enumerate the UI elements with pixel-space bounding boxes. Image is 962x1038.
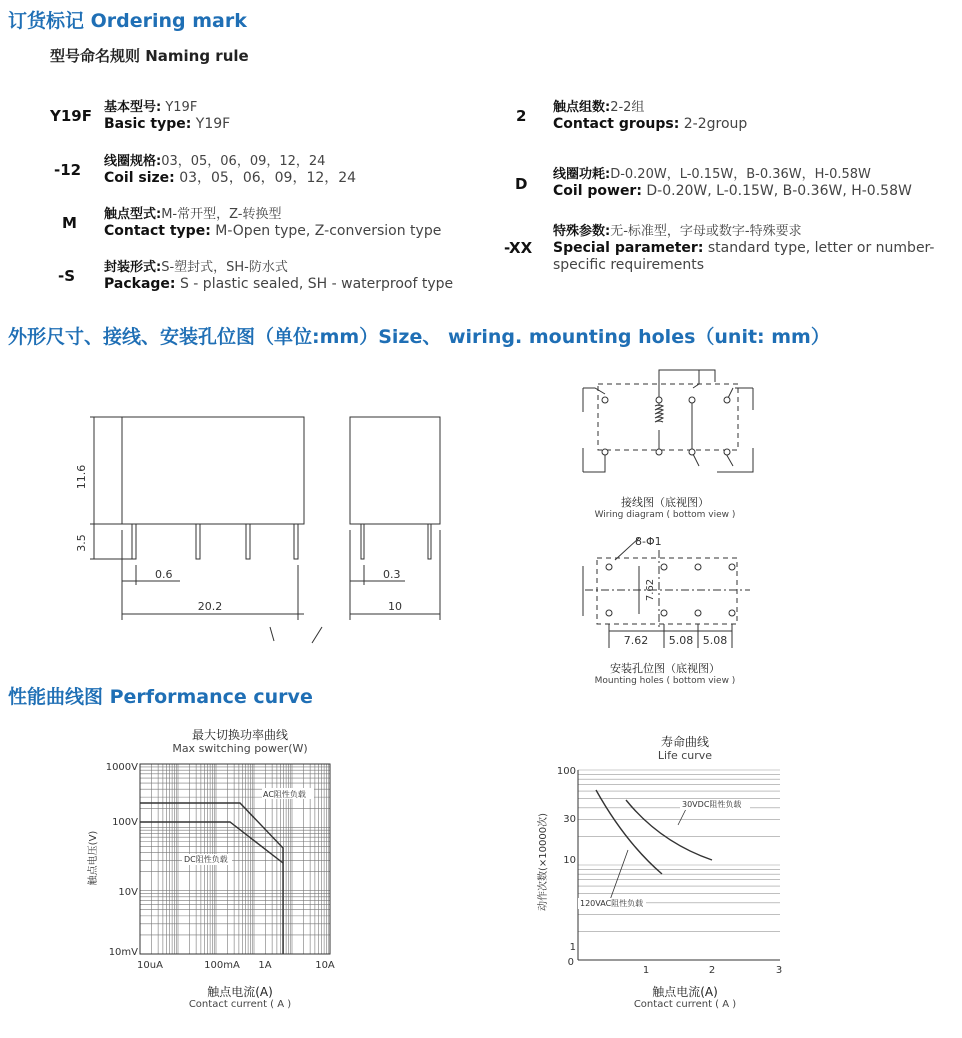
holes-caption-cn: 安装孔位图（底视图） [610,662,720,675]
ac-curve [140,803,283,954]
code-package: -S [58,267,76,285]
code-coil-power: D [515,175,528,193]
rule-contact-type: 触点型式:M-常开型，Z-转换型 Contact type: M-Open type, Z-conversion type [104,207,442,239]
sw-xtick-1a: 1A [258,960,272,971]
dim-pin-width-front: 0.6 [155,568,173,581]
front-body-outline [122,417,304,524]
sw-xtick-100ma: 100mA [204,960,240,971]
naming-rule-subtitle: 型号命名规则 Naming rule [50,47,249,65]
ac-label: AC阻性负载 [263,790,306,799]
life-xlabel-cn: 触点电流(A) [652,985,718,999]
front-pins [132,524,298,559]
sw-xlabel-cn: 触点电流(A) [207,985,273,999]
holes-dim-2: 5.08 [668,634,694,647]
coil-symbol [655,405,663,422]
dim-pin-length: 3.5 [75,534,88,552]
life-ac-label: 120VAC阻性负载 [580,899,644,908]
sw-ylabel: 触点电压(V) [88,830,99,886]
code-special-parameter: -XX [504,239,533,257]
sw-ytick-100v: 100V [112,817,138,828]
life-ytick-0: 0 [567,957,574,968]
switching-title-en: Max switching power(W) [172,742,308,755]
life-xlabel-en: Contact current ( A ) [633,999,737,1010]
dim-length: 20.2 [197,600,223,613]
rule-coil-size: 线圈规格:03，05，06，09，12，24 Coil size: 03，05，06，09，12，24 [104,154,357,186]
dimension-views [60,405,460,645]
wiring-outline [598,384,738,450]
life-ytick-1: 1 [569,942,576,953]
code-contact-type: M [62,214,77,232]
rule-basic-type: 基本型号: Y19F Basic type: Y19F [104,100,231,132]
sw-xtick-10a: 10A [315,960,335,971]
dc-label: DC阻性负载 [184,855,228,864]
rule-coil-power: 线圈功耗:D-0.20W，L-0.15W，B-0.36W，H-0.58W Coil power: D-0.20W, L-0.15W, B-0.36W, H-0.58W [553,167,912,199]
switching-power-chart [80,758,360,978]
life-xtick-3: 3 [775,965,783,976]
sw-ytick-10v: 10V [118,887,138,898]
sw-ytick-1000v: 1000V [105,762,138,773]
life-title-en: Life curve [657,749,713,762]
switching-title-cn: 最大切换功率曲线 [191,728,288,742]
code-contact-groups: 2 [516,107,527,125]
life-xtick-1: 1 [642,965,650,976]
wiring-diagram [575,362,755,482]
holes-dim-1: 7.62 [623,634,649,647]
life-ytick-100: 100 [556,766,576,777]
holes-caption-en: Mounting holes ( bottom view ) [594,676,736,686]
holes-count-label: 8-Φ1 [635,535,662,548]
sw-ytick-10mv: 10mV [108,947,138,958]
rule-special-parameter: 特殊参数:无-标准型，字母或数字-特殊要求 Special parameter: standard type, letter or number- specific requirements [553,224,935,273]
dim-pin-width-side: 0.3 [383,568,401,581]
dim-width: 10 [388,600,402,613]
rule-contact-groups: 触点组数:2-2组 Contact groups: 2-2group [553,100,748,132]
rule-package: 封装形式:S-塑封式，SH-防水式 Package: S - plastic sealed, SH - waterproof type [104,260,454,292]
holes-dim-3: 5.08 [702,634,728,647]
mounting-holes-diagram [575,530,755,655]
side-body-outline [350,417,440,524]
life-ytick-10: 10 [563,855,576,866]
life-curve-chart [530,762,800,982]
code-basic-type: Y19F [50,107,92,125]
life-ylabel: 动作次数(×10000次) [538,813,549,911]
life-dc-label: 30VDC阻性负载 [682,800,742,809]
wiring-pins [602,397,730,455]
life-xtick-2: 2 [708,965,716,976]
dim-height: 11.6 [75,464,88,490]
holes-dim-vertical: 7.62 [645,578,656,602]
performance-title: 性能曲线图 Performance curve [8,686,313,708]
wiring-caption-cn: 接线图（底视图） [621,496,709,509]
life-title-cn: 寿命曲线 [660,735,709,749]
sw-xlabel-en: Contact current ( A ) [188,999,292,1010]
life-ytick-30: 30 [563,814,576,825]
code-coil-size: -12 [54,161,82,179]
wiring-caption-en: Wiring diagram ( bottom view ) [594,510,736,520]
ordering-title: 订货标记 Ordering mark [8,10,247,32]
sw-xtick-10ua: 10uA [137,960,163,971]
size-title: 外形尺寸、接线、安装孔位图（单位:mm）Size、 wiring. mounting holes（unit: mm） [8,326,830,348]
